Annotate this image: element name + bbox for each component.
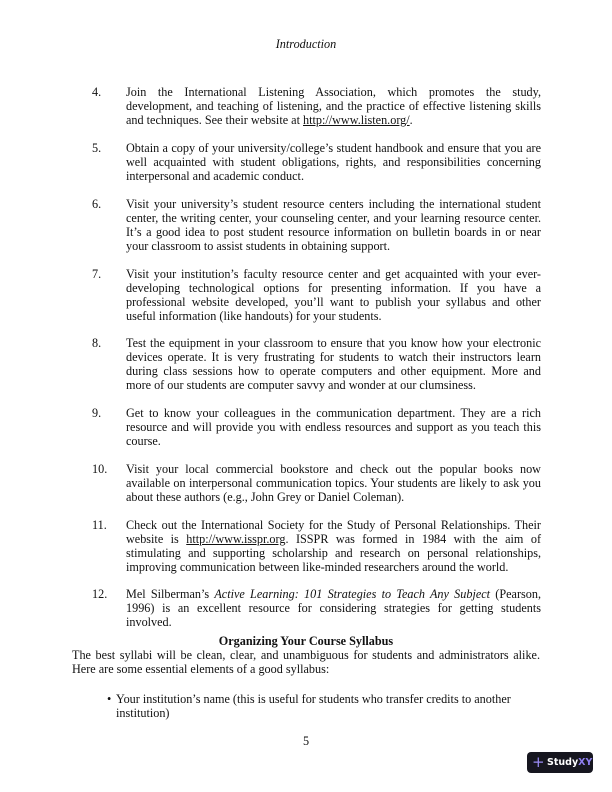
item-text: Mel Silberman’s — [126, 587, 215, 601]
item-text: Visit your local commercial bookstore and check out the popular books now available on interpersonal communication topics. Your students are likely to ask you about these authors (e.g., John Grey or Daniel Coleman). — [126, 462, 541, 505]
item-text: Obtain a copy of your university/college’s student handbook and ensure that you are well acquainted with student obligations, rights, and responsibilities concerning interpersonal and academic conduct. — [126, 141, 541, 184]
item-number: 7. — [92, 267, 102, 281]
bullet-icon: • — [107, 692, 112, 706]
item-number: 9. — [92, 406, 102, 420]
bullet-text: Your institution’s name (this is useful for students who transfer credits to another institution) — [116, 692, 511, 721]
item-number: 5. — [92, 141, 102, 155]
running-header: Introduction — [275, 37, 337, 51]
badge-xy: XY — [578, 757, 593, 768]
item-text: (Pearson, 1996) is an excellent resource for considering strategies for getting students involved. — [126, 587, 542, 630]
item-number: 10. — [92, 462, 108, 476]
plus-icon: + — [532, 753, 545, 771]
item-text: Join the International Listening Association, which promotes the study, development, and teaching of listening, and the practice of effective listening skills and techniques. See their website at — [126, 85, 541, 128]
item-number: 6. — [92, 197, 102, 211]
section-heading: Organizing Your Course Syllabus — [218, 634, 394, 648]
page-number: 5 — [302, 734, 310, 748]
badge-label — [547, 752, 592, 773]
item-text: Visit your university’s student resource centers including the international student center, the writing center, your counseling center, and your learning resource center. It’s a good idea to post student resource information on bulletin boards in or near your classroom to assist students in obtaining support. — [126, 197, 541, 254]
item-text: Check out the International Society for the Study of Personal Relationships. Their website is — [126, 518, 541, 547]
listen-org-link[interactable]: http://www.listen.org/ — [303, 113, 410, 128]
book-title: Active Learning: 101 Strategies to Teach Any Subject — [214, 587, 491, 601]
item-number: 8. — [92, 336, 102, 350]
item-number: 11. — [92, 518, 107, 532]
item-text: . ISSPR was formed in 1984 with the aim of stimulating and supporting scholarship and research on personal relationships, improving communication between like-minded researchers around the world. — [126, 532, 541, 575]
isspr-link[interactable]: http://www.isspr.org — [186, 532, 286, 547]
bullet-item — [107, 692, 540, 721]
item-text: Get to know your colleagues in the communication department. They are a rich resource and will provide you with endless resources and support as you teach this course. — [126, 406, 541, 449]
item-text: . — [409, 113, 413, 128]
item-number: 12. — [92, 587, 108, 601]
section-paragraph: The best syllabi will be clean, clear, and unambiguous for students and administrators alike. Here are some essential elements of a good syllabus: — [72, 648, 540, 677]
item-text: Test the equipment in your classroom to ensure that you know how your electronic devices operate. It is very frustrating for students to watch their instructors learn during class sessions how to operate computers and other equipment. More and more of our students are computer savvy and wonder at our clumsiness. — [126, 336, 541, 393]
item-text: Visit your institution’s faculty resource center and get acquainted with your ever-developing technological options for presenting information. If you have a professional website developed, you’ll want to publish your syllabus and other useful information (like handouts) for your students. — [126, 267, 541, 324]
studyxy-badge[interactable] — [527, 752, 593, 773]
item-number: 4. — [92, 85, 102, 99]
badge-study: Study — [547, 757, 579, 768]
